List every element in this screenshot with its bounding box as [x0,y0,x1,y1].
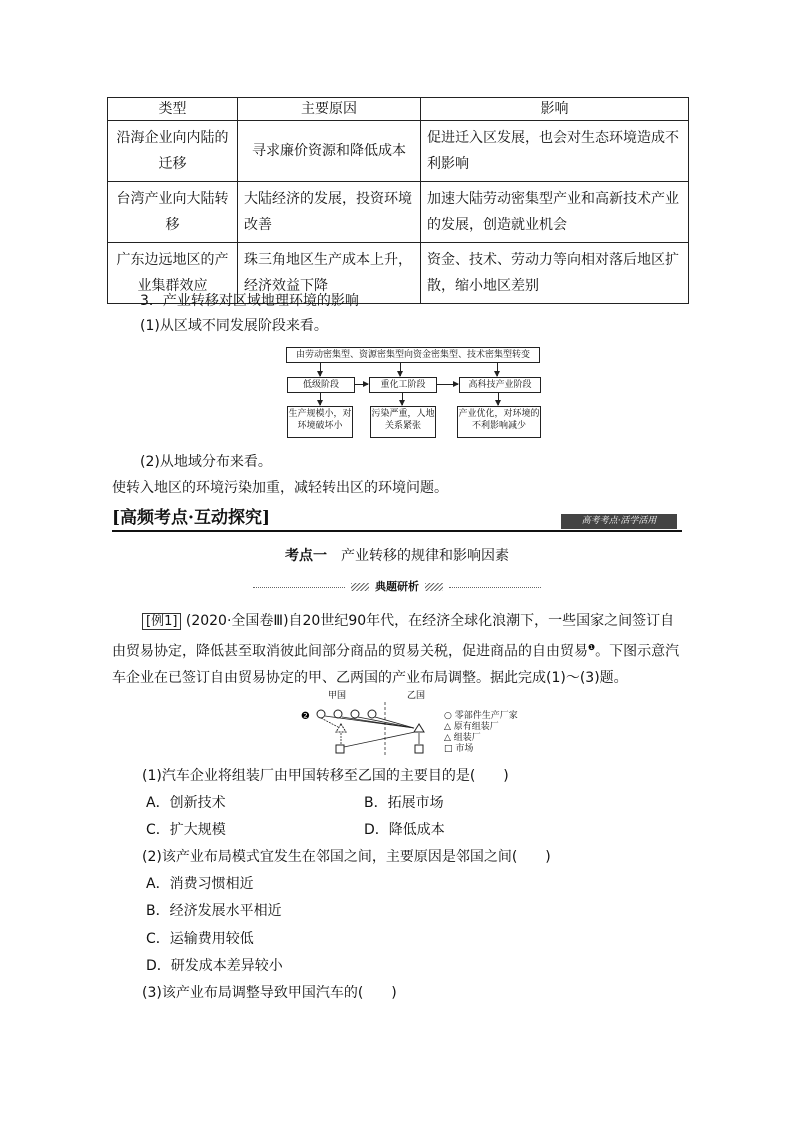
effect-box: 产业优化，对环境的不利影响减少 [457,406,541,438]
section-tag: 高考考点·活学活用 [561,514,677,529]
example-text: (2020·全国卷Ⅲ)自20世纪90年代，在经济全球化浪潮下，一些国家之间签订自由贸易协定，降低甚至取消彼此间部分商品的贸易关税，促进商品的自由贸易 [112,613,675,660]
example-paragraph [112,608,682,691]
arrow-down [402,392,403,405]
legend-item: □ 市场 [444,744,474,754]
transfer-types-table [107,97,689,304]
dianti-banner [0,580,794,594]
old-assembly-icon [336,724,346,732]
stage-box: 重化工阶段 [369,377,437,393]
legend-item: ○ 零部件生产厂家 [444,711,518,721]
table-header-row [108,98,689,121]
legend-item: △ 组装厂 [444,733,481,743]
market-icon [336,745,344,753]
dotted-line [253,587,345,588]
arrow-down [497,362,498,376]
kaodian-title [0,546,794,566]
arrow-down [498,392,499,405]
dotted-line [449,587,541,588]
table-cell: 资金、技术、劳动力等向相对落后地区扩散，缩小地区差别 [421,243,689,304]
table-cell: 大陆经济的发展，投资环境改善 [238,182,421,243]
parts-factory-icon [334,710,342,718]
question-stem: (1)汽车企业将组装厂由甲国转移至乙国的主要目的是( ) [142,768,509,784]
section-heading: 3．产业转移对区域地理环境的影响 [140,293,359,309]
arrow-down [320,392,321,405]
option-a: A．创新技术 [146,795,226,811]
section-title: [高频考点·互动探究] [112,508,271,528]
assembly-plant-icon [414,724,424,732]
legend-item: △ 原有组装厂 [444,722,499,732]
stage-box: 低级阶段 [287,377,355,393]
option-b: B．拓展市场 [364,795,444,811]
kaodian-label: 考点一 [285,548,327,564]
effect-box: 污染严重，人地关系紧张 [370,406,436,438]
country-b-label: 乙国 [407,691,426,701]
dianti-label: 典题研析 [375,580,419,593]
question-stem: (3)该产业布局调整导致甲国汽车的( ) [142,985,397,1001]
industry-layout-diagram [300,690,440,756]
footnote-marker: ❶ [588,643,596,652]
option-d: D．研发成本差异较小 [146,958,283,974]
table-cell: 沿海企业向内陆的迁移 [108,121,238,182]
subsection-heading: (2)从地域分布来看。 [140,454,272,470]
option-a: A．消费习惯相近 [146,876,254,892]
map-marker: ❷ [301,711,310,722]
map-legend [444,711,518,755]
arrow-right [436,384,458,385]
example-text-2: 。下图示意汽车企业在已签订自由贸易协定的甲、乙两国的产业布局调整。据此完成(1)～(3)题。 [112,643,680,686]
table-header: 主要原因 [238,98,421,121]
table-cell: 珠三角地区生产成本上升，经济效益下降 [238,243,421,304]
example-tag: [例1] [142,613,181,630]
effect-box: 生产规模小，对环境破坏小 [287,406,353,438]
body-text: 使转入地区的环境污染加重，减轻转出区的环境问题。 [112,480,448,496]
parts-factory-icon [368,710,376,718]
parts-factory-icon [317,710,325,718]
option-c: C．扩大规模 [146,822,226,838]
arrow-down [320,362,321,376]
flow-arrows [321,716,419,747]
stage-box: 高科技产业阶段 [459,377,541,393]
table-header: 影响 [421,98,689,121]
arrow-down [400,362,401,376]
diagram-top-box: 由劳动密集型、资源密集型向资金密集型、技术密集型转变 [286,347,540,363]
table-row [108,121,689,182]
hatch-decor-icon [425,583,443,591]
option-b: B．经济发展水平相近 [146,903,282,919]
option-c: C．运输费用较低 [146,931,254,947]
table-cell: 广东边远地区的产业集群效应 [108,243,238,304]
section-divider [112,530,682,532]
subsection-heading: (1)从区域不同发展阶段来看。 [140,318,328,334]
table-cell: 促进迁入区发展，也会对生态环境造成不利影响 [421,121,689,182]
table-header: 类型 [108,98,238,121]
market-icon [415,745,423,753]
table-cell: 加速大陆劳动密集型产业和高新技术产业的发展，创造就业机会 [421,182,689,243]
question-stem: (2)该产业布局模式宜发生在邻国之间，主要原因是邻国之间( ) [142,849,551,865]
arrow-right [354,384,368,385]
country-a-label: 甲国 [328,691,347,701]
table-cell: 寻求廉价资源和降低成本 [238,121,421,182]
table-row [108,182,689,243]
parts-factory-icon [351,710,359,718]
table-cell: 台湾产业向大陆转移 [108,182,238,243]
option-d: D．降低成本 [364,822,445,838]
hatch-decor-icon [351,583,369,591]
kaodian-text: 产业转移的规律和影响因素 [341,548,509,564]
